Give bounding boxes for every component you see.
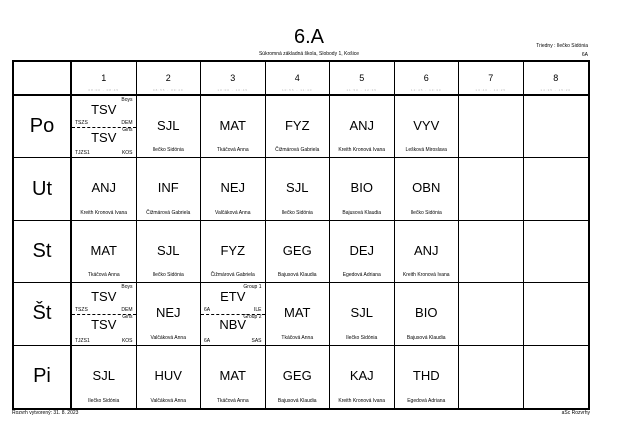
group-code: TJZS1 <box>75 337 90 344</box>
teacher-name: Tkáčová Anna <box>216 147 249 154</box>
lesson-cell <box>524 96 589 158</box>
teacher-name: Bajusová Klaudia <box>277 397 317 404</box>
lesson-cell <box>330 158 395 220</box>
teacher-name: Tkáčová Anna <box>87 272 120 279</box>
subject-code: NEJ <box>155 305 181 321</box>
lesson-cell <box>330 346 395 408</box>
lesson-cell <box>395 96 460 158</box>
subject-code: TSV <box>91 289 117 305</box>
room-label: 6A <box>581 52 588 58</box>
period-number: 8 <box>553 73 559 83</box>
teacher-name: Bajusová Klaudia <box>406 334 446 341</box>
lesson-cell <box>72 283 137 345</box>
subject-code: THD <box>412 367 440 383</box>
group-code: 6A <box>204 337 211 344</box>
lesson-cell <box>524 221 589 283</box>
period-number: 2 <box>165 73 171 83</box>
period-header <box>395 62 460 96</box>
lesson-cell <box>266 221 331 283</box>
period-header <box>266 62 331 96</box>
lesson-group-bottom <box>201 314 265 345</box>
subject-code: GEG <box>282 367 312 383</box>
lesson-cell <box>137 283 202 345</box>
period-header <box>137 62 202 96</box>
subject-code: SJL <box>157 118 180 133</box>
lesson-cell <box>72 96 137 158</box>
lesson-cell <box>201 346 266 408</box>
teacher-name: Ilečko Sidónia <box>410 209 442 216</box>
teacher-name: Ilečko Sidónia <box>281 209 313 216</box>
subject-code: SJL <box>157 242 180 258</box>
subject-code: TSV <box>91 102 117 117</box>
lesson-cell <box>459 221 524 283</box>
subject-code: MAT <box>90 242 117 258</box>
day-label: Št <box>14 283 72 345</box>
subject-code: ANJ <box>91 180 117 196</box>
teacher-code: KOS <box>121 337 133 344</box>
teacher-name: Egedová Adriana <box>342 272 381 279</box>
period-header <box>524 62 589 96</box>
lesson-cell <box>137 221 202 283</box>
period-time: 13:40 - 14:25 <box>475 88 507 92</box>
subject-code: MAT <box>219 367 246 383</box>
period-time: 10:00 - 10:45 <box>217 88 249 92</box>
group-code: TSZS <box>75 306 88 313</box>
teacher-code: KOS <box>121 150 133 157</box>
period-number: 3 <box>230 73 236 83</box>
group-code: TJZS1 <box>75 150 90 157</box>
teacher-name: Kreith Kronová Ivana <box>338 397 386 404</box>
subject-code: BIO <box>350 180 373 196</box>
subject-code: NEJ <box>220 180 246 196</box>
period-time: 14:35 - 15:20 <box>540 88 572 92</box>
period-time: 12:45 - 13:30 <box>410 88 442 92</box>
group-code: 6A <box>204 306 211 313</box>
subject-code: ETV <box>220 289 246 305</box>
lesson-cell <box>330 96 395 158</box>
class-teacher: Triedny : Ilečko Sidónia <box>536 43 588 49</box>
school-name: Súkromná základná škola, Slobody 1, Košice <box>258 51 360 57</box>
subject-code: INF <box>157 180 179 196</box>
teacher-name: Ilečko Sidónia <box>152 147 184 154</box>
subject-code: DEJ <box>349 242 375 258</box>
teacher-code: DEM <box>121 306 133 313</box>
day-label: Po <box>14 96 72 158</box>
lesson-cell <box>201 158 266 220</box>
lesson-cell <box>395 221 460 283</box>
lesson-group-top <box>201 283 265 315</box>
subject-code: SJL <box>92 367 115 383</box>
group-name: Boys <box>121 284 133 291</box>
lesson-cell <box>72 346 137 408</box>
lesson-cell <box>266 283 331 345</box>
lesson-cell <box>459 283 524 345</box>
footer-brand: aSc Rozvrhy <box>561 410 590 416</box>
lesson-cell <box>137 158 202 220</box>
lesson-cell <box>524 283 589 345</box>
teacher-name: Tkáčová Anna <box>216 397 249 404</box>
lesson-cell <box>459 96 524 158</box>
timetable-grid <box>12 60 590 410</box>
teacher-name: Ilečko Sidónia <box>152 272 184 279</box>
teacher-code: ILE <box>253 306 262 313</box>
teacher-name: Čižmárová Gabriela <box>275 147 320 154</box>
teacher-code: SAS <box>251 337 262 344</box>
day-label: Ut <box>14 158 72 220</box>
teacher-name: Tkáčová Anna <box>281 334 314 341</box>
subject-code: FYZ <box>220 242 246 258</box>
subject-code: HUV <box>154 367 182 383</box>
period-time: 10:55 - 11:40 <box>282 88 313 92</box>
subject-code: MAT <box>284 305 311 321</box>
lesson-cell <box>330 221 395 283</box>
teacher-name: Egedová Adriana <box>407 397 446 404</box>
lesson-cell <box>201 221 266 283</box>
period-time: 11:50 - 12:35 <box>346 88 377 92</box>
lesson-group-top <box>72 283 136 315</box>
teacher-name: Valčáková Anna <box>215 209 251 216</box>
group-name: Group 2 <box>243 313 262 320</box>
period-header <box>330 62 395 96</box>
subject-code: SJL <box>286 180 309 196</box>
lesson-cell <box>524 346 589 408</box>
timetable-title: 6.A <box>293 26 325 48</box>
period-number: 1 <box>101 73 107 83</box>
group-name: Group 1 <box>243 284 262 291</box>
period-header <box>72 62 137 96</box>
group-name: Girls <box>122 126 133 133</box>
teacher-name: Lešková Miroslava <box>405 147 447 154</box>
period-header <box>201 62 266 96</box>
subject-code: TSV <box>91 129 117 145</box>
lesson-cell <box>395 346 460 408</box>
teacher-name: Čižmárová Gabriela <box>210 272 255 279</box>
teacher-name: Ilečko Sidónia <box>346 334 378 341</box>
subject-code: GEG <box>282 242 312 258</box>
footer-created: Rozvrh vytvorený: 31. 8. 2023 <box>12 410 79 416</box>
teacher-name: Čižmárová Gabriela <box>146 209 191 216</box>
group-code: TSZS <box>75 119 88 126</box>
teacher-name: Kreith Kronová Ivana <box>80 209 128 216</box>
subject-code: ANJ <box>349 118 375 133</box>
lesson-cell <box>395 158 460 220</box>
subject-code: TSV <box>91 316 117 332</box>
lesson-cell <box>137 346 202 408</box>
period-number: 4 <box>294 73 300 83</box>
day-label: St <box>14 221 72 283</box>
lesson-group-bottom <box>72 314 136 345</box>
day-label: Pi <box>14 346 72 408</box>
group-name: Girls <box>122 313 133 320</box>
lesson-cell <box>395 283 460 345</box>
lesson-group-bottom <box>72 127 136 158</box>
subject-code: FYZ <box>284 118 310 133</box>
lesson-cell <box>266 158 331 220</box>
group-name: Boys <box>121 97 133 103</box>
lesson-cell <box>201 96 266 158</box>
subject-code: KAJ <box>349 367 374 383</box>
lesson-cell <box>266 96 331 158</box>
period-header <box>459 62 524 96</box>
lesson-cell <box>72 158 137 220</box>
subject-code: ANJ <box>413 242 439 258</box>
lesson-cell <box>201 283 266 345</box>
lesson-cell <box>72 221 137 283</box>
subject-code: BIO <box>415 305 438 321</box>
period-number: 6 <box>423 73 429 83</box>
teacher-name: Bajusová Klaudia <box>342 209 382 216</box>
period-time: 08:55 - 09:40 <box>152 88 184 92</box>
teacher-name: Ilečko Sidónia <box>88 397 120 404</box>
lesson-cell <box>330 283 395 345</box>
teacher-name: Kreith Kronová Ivana <box>402 272 450 279</box>
teacher-name: Bajusová Klaudia <box>277 272 317 279</box>
lesson-cell <box>524 158 589 220</box>
lesson-group-top <box>72 96 136 128</box>
lesson-cell <box>266 346 331 408</box>
subject-code: VYV <box>413 118 440 133</box>
subject-code: OBN <box>412 180 441 196</box>
teacher-name: Valčáková Anna <box>150 397 186 404</box>
period-number: 7 <box>488 73 494 83</box>
lesson-cell <box>137 96 202 158</box>
subject-code: SJL <box>350 305 373 321</box>
subject-code: NBV <box>219 316 247 332</box>
subject-code: MAT <box>219 118 246 133</box>
period-time: 08:00 - 08:45 <box>88 88 120 92</box>
teacher-code: DEM <box>121 119 133 126</box>
teacher-name: Kreith Kronová Ivana <box>338 147 386 154</box>
corner-cell <box>14 62 72 96</box>
lesson-cell <box>459 346 524 408</box>
period-number: 5 <box>359 73 365 83</box>
teacher-name: Valčáková Anna <box>150 334 186 341</box>
lesson-cell <box>459 158 524 220</box>
